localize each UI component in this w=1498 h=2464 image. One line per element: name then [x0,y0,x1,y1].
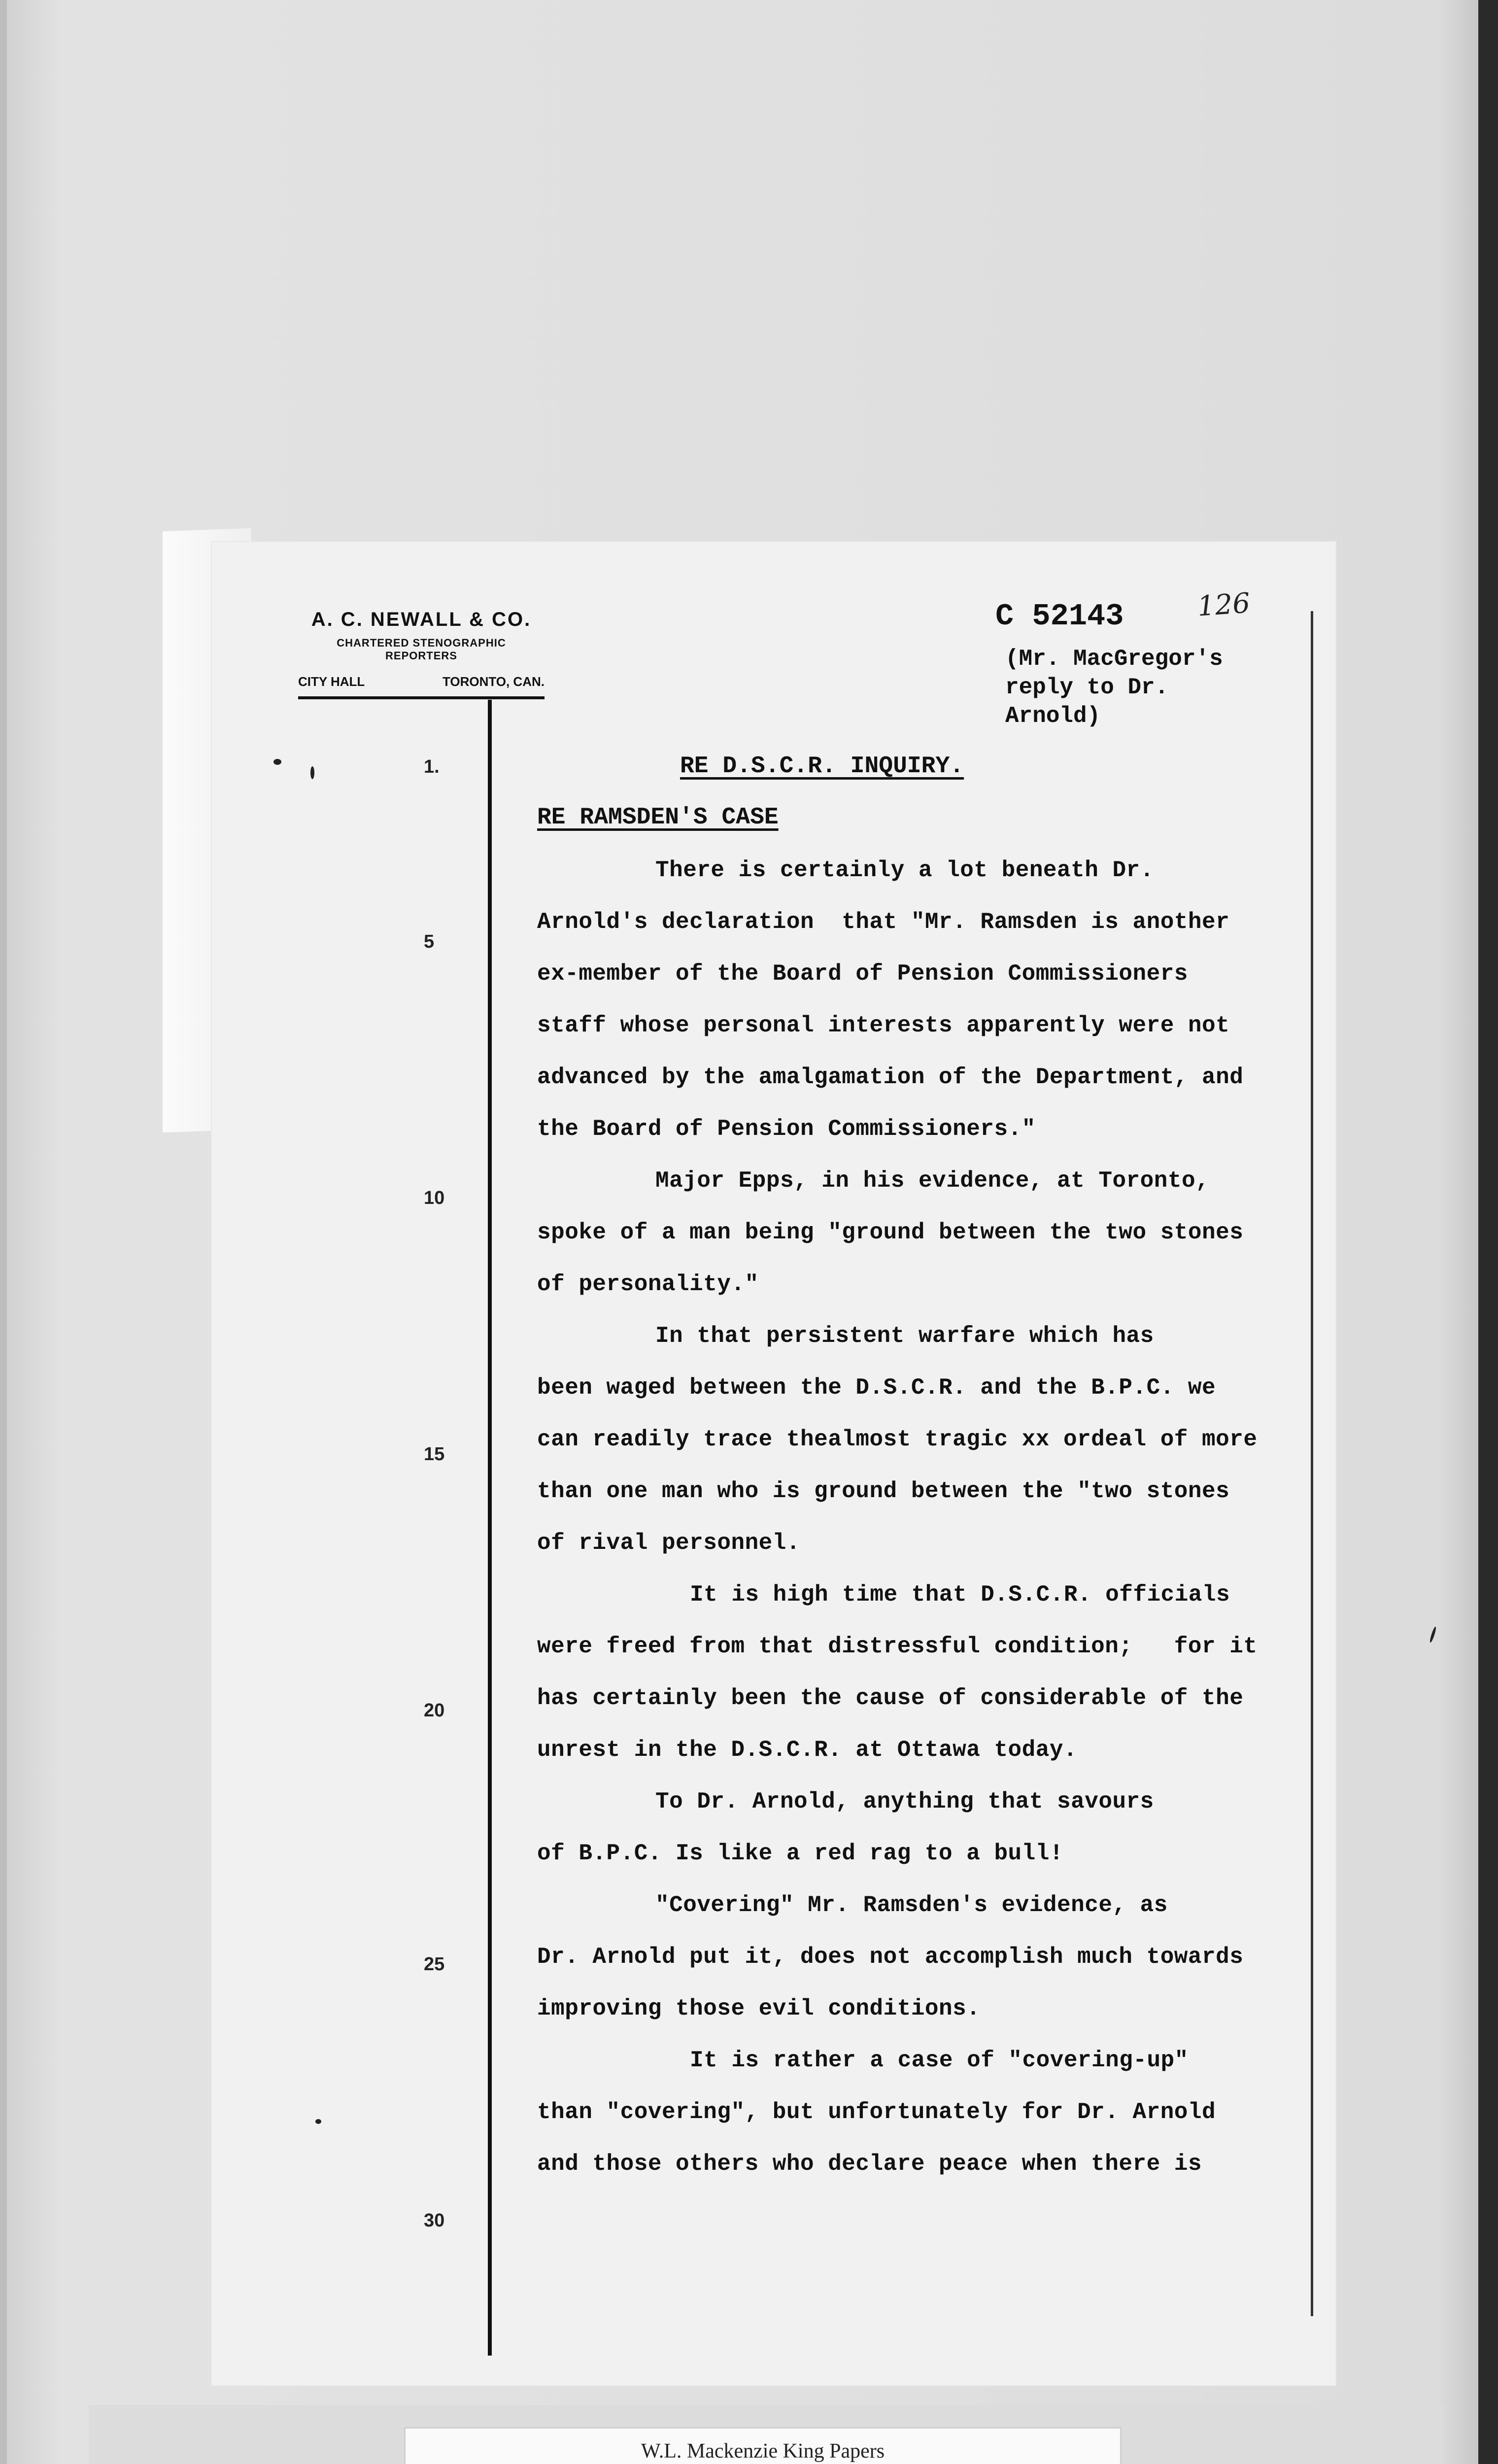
body-line: ex-member of the Board of Pension Commissioners [537,961,1188,987]
body-line: In that persistent warfare which has [655,1323,1154,1349]
line-number: 20 [424,1700,445,1721]
body-line: It is high time that D.S.C.R. officials [690,1582,1230,1608]
body-line: Dr. Arnold put it, does not accomplish much towards [537,1944,1244,1970]
letterhead [298,609,545,699]
body-line: of personality." [537,1271,759,1297]
body-line: "Covering" Mr. Ramsden's evidence, as [655,1892,1168,1918]
body-line: of B.P.C. Is like a red rag to a bull! [537,1841,1063,1866]
body-line: of rival personnel. [537,1530,800,1556]
body-line: unrest in the D.S.C.R. at Ottawa today. [537,1737,1078,1763]
body-line: and those others who declare peace when there is [537,2151,1202,2177]
line-number: 5 [424,931,435,952]
body-line: the Board of Pension Commissioners." [537,1116,1036,1142]
body-line: It is rather a case of "covering-up" [690,2048,1189,2073]
body-line: advanced by the amalgamation of the Department, and [537,1064,1244,1090]
body-line: improving those evil conditions. [537,1996,981,2021]
body-line: Major Epps, in his evidence, at Toronto, [655,1168,1210,1194]
line-number: 15 [424,1444,445,1465]
body-line: spoke of a man being "ground between the two stones [537,1220,1244,1245]
body-line: staff whose personal interests apparently were not [537,1013,1230,1038]
body-line: can readily trace thealmost tragic xx ordeal of more [537,1427,1258,1452]
line-number: 30 [424,2210,445,2231]
marginal-note: (Mr. MacGregor's reply to Dr. Arnold) [1005,646,1223,729]
collection-name: W.L. Mackenzie King Papers [641,2440,885,2463]
film-edge-right [1478,0,1498,2464]
body-line: Arnold's declaration that "Mr. Ramsden is another [537,909,1230,935]
film-edge-left [0,0,7,2464]
letterhead-city: CITY HALL [298,674,365,689]
film-speck [273,759,281,765]
document-subheading: RE RAMSDEN'S CASE [537,804,779,831]
left-margin-rule [488,700,492,2356]
body-line: were freed from that distressful condition; for it [537,1634,1258,1659]
film-speck [310,766,314,779]
body-line: There is certainly a lot beneath Dr. [655,857,1154,883]
film-speck [315,2119,321,2124]
document-reference: C 52143 [995,599,1124,634]
letterhead-address [298,674,545,699]
letterhead-company: A. C. NEWALL & CO. [311,609,532,630]
collection-label [404,2427,1122,2464]
body-line: To Dr. Arnold, anything that savours [655,1789,1154,1814]
letterhead-line2: REPORTERS [385,650,457,662]
line-number: 25 [424,1954,445,1975]
body-line: than one man who is ground between the "two stones [537,1478,1230,1504]
right-margin-rule [1311,611,1313,2316]
letterhead-line1: CHARTERED STENOGRAPHIC [337,637,506,649]
body-line: has certainly been the cause of considerable of the [537,1685,1244,1711]
line-number: 1. [424,756,440,777]
handwritten-page-number: 126 [1196,587,1252,623]
body-line: been waged between the D.S.C.R. and the B.P.C. we [537,1375,1216,1401]
document-heading: RE D.S.C.R. INQUIRY. [680,753,964,780]
letterhead-location: TORONTO, CAN. [442,674,545,689]
line-number: 10 [424,1188,445,1208]
body-line: than "covering", but unfortunately for Dr. Arnold [537,2099,1216,2125]
